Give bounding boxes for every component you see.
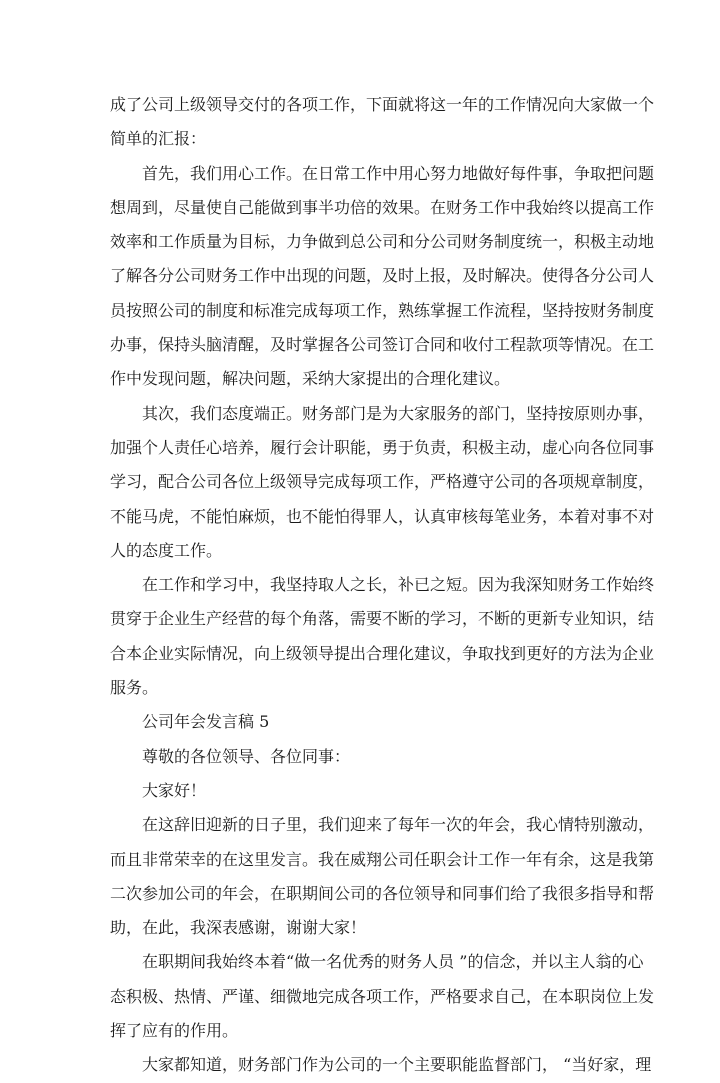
greeting: 大家好！ [142,780,207,800]
paragraph-line: 在职期间我始终本着“做一名优秀的财务人员 ”的信念，并以主人翁的心 [142,952,644,972]
paragraph-line: 挥了应有的作用。 [110,1021,239,1041]
document-body [110,88,655,1083]
paragraph-line: 办事，保持头脑清醒，及时掌握各公司签订合同和收付工程款项等情况。在工 [110,335,655,355]
paragraph-line: 成了公司上级领导交付的各项工作，下面就将这一年的工作情况向大家做一个 [110,95,655,114]
paragraph-line: 首先，我们用心工作。在日常工作中用心努力地做好每件事，争取把问题 [142,163,655,183]
paragraph-line: 想周到，尽量使自己能做到事半功倍的效果。在财务工作中我始终以提高工作 [110,197,655,217]
paragraph-line: 在工作和学习中，我坚持取人之长，补已之短。因为我深知财务工作始终 [142,575,655,595]
paragraph-line: 在这辞旧迎新的日子里，我们迎来了每年一次的年会，我心情特别激动， [142,815,655,835]
paragraph-line: 合本企业实际情况，向上级领导提出合理化建议，争取找到更好的方法为企业 [110,643,655,663]
paragraph-line: 态积极、热情、严谨、细微地完成各项工作，严格要求自己，在本职岗位上发 [110,986,655,1006]
paragraph-line: 贯穿于企业生产经营的每个角落，需要不断的学习，不断的更新专业知识，结 [110,609,655,629]
salutation: 尊敬的各位领导、各位同事： [142,746,351,766]
paragraph-line: 人的态度工作。 [110,540,223,560]
paragraph-line: 大家都知道，财务部门作为公司的一个主要职能监督部门， “当好家，理 [142,1055,652,1075]
paragraph-line: 作中发现问题，解决问题，采纳大家提出的合理化建议。 [110,369,511,389]
paragraph-line: 而且非常荣幸的在这里发言。我在威翔公司任职会计工作一年有余，这是我第 [110,849,655,869]
paragraph-line: 二次参加公司的年会，在职期间公司的各位领导和同事们给了我很多指导和帮 [110,883,655,903]
paragraph-line: 助，在此，我深表感谢，谢谢大家！ [110,918,367,938]
paragraph-line: 简单的汇报： [110,129,207,149]
paragraph-line: 不能马虎，不能怕麻烦，也不能怕得罪人，认真审核每笔业务，本着对事不对 [110,506,655,526]
paragraph-line: 服务。 [110,678,159,698]
paragraph-line: 其次，我们态度端正。财务部门是为大家服务的部门，坚持按原则办事， [142,403,655,423]
section-heading: 公司年会发言稿 5 [142,712,270,732]
paragraph-line: 效率和工作质量为目标，力争做到总公司和分公司财务制度统一，积极主动地 [110,232,655,252]
paragraph-line: 了解各分公司财务工作中出现的问题，及时上报，及时解决。使得各分公司人 [110,266,655,286]
paragraph-line: 学习，配合公司各位上级领导完成每项工作，严格遵守公司的各项规章制度， [110,472,655,492]
paragraph-line: 员按照公司的制度和标准完成每项工作，熟练掌握工作流程，坚持按财务制度 [110,300,655,320]
paragraph-line: 加强个人责任心培养，履行会计职能，勇于负责，积极主动，虚心向各位同事 [110,437,655,457]
